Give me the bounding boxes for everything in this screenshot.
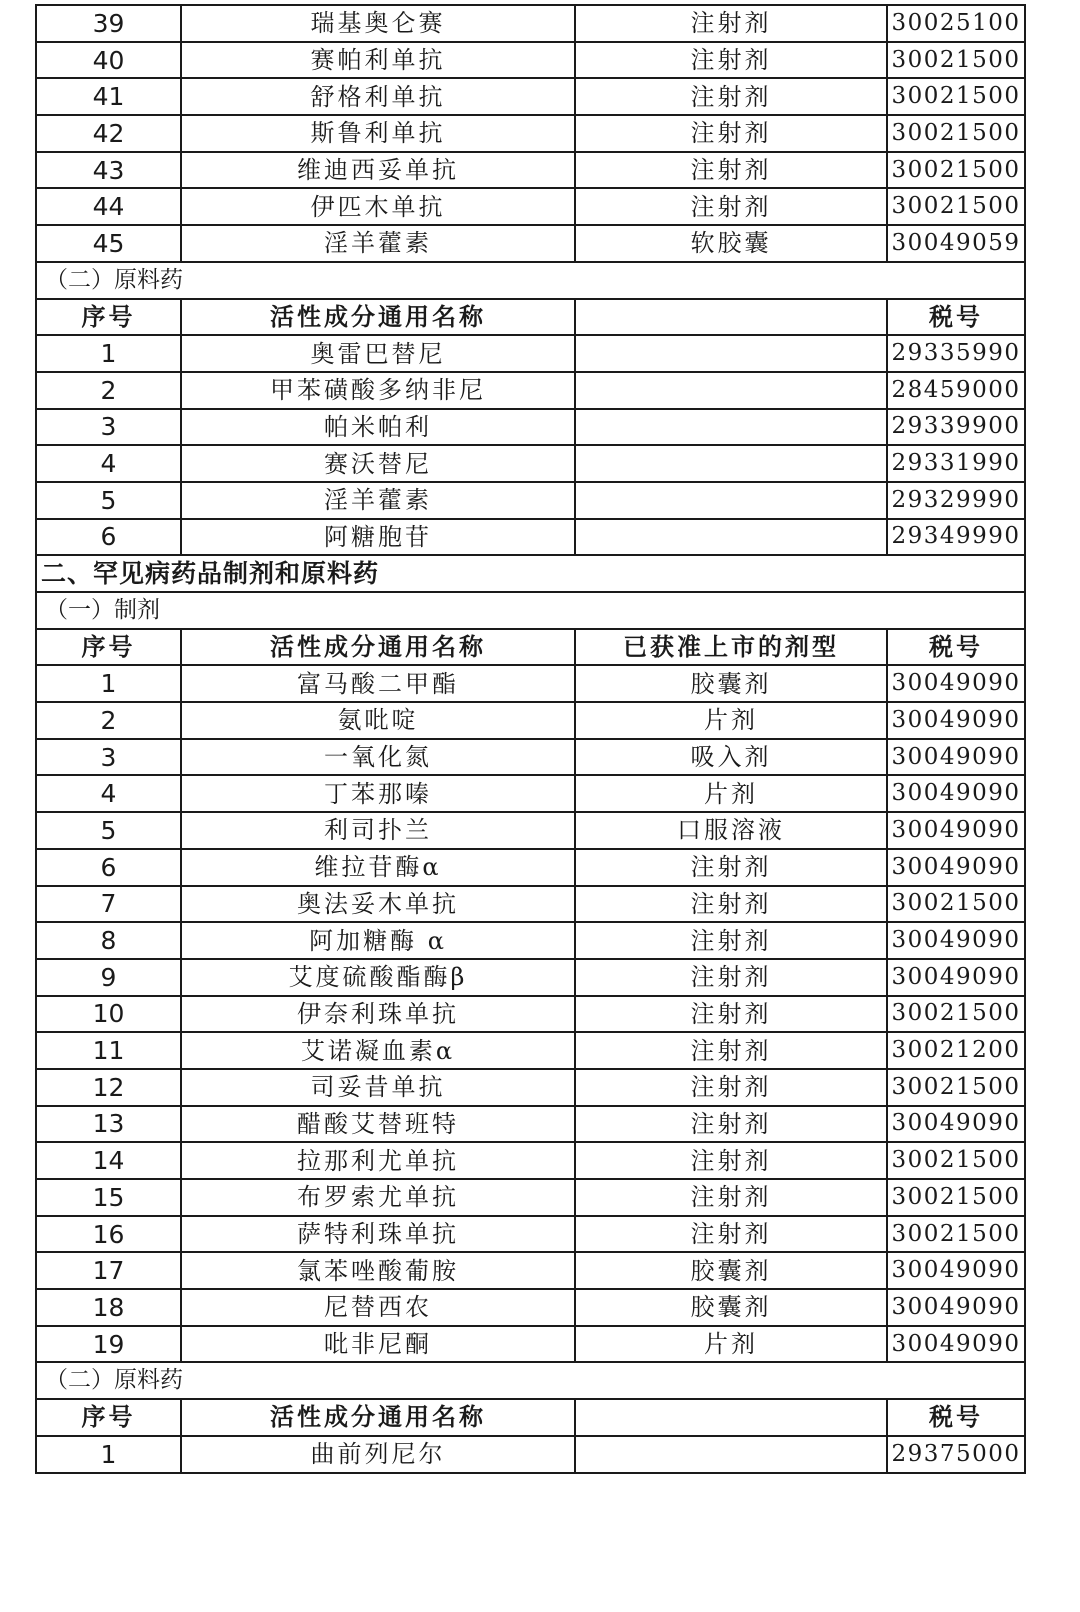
header-serial-number: 序号	[36, 629, 181, 666]
cell-serial-number: 16	[36, 1216, 181, 1253]
cell-tariff-code: 29339900	[887, 409, 1025, 446]
cell-serial-number: 45	[36, 225, 181, 262]
cell-tariff-code: 30021200	[887, 1032, 1025, 1069]
cell-serial-number: 3	[36, 409, 181, 446]
header-ingredient-name: 活性成分通用名称	[181, 1399, 575, 1436]
table-row	[36, 1252, 1025, 1289]
cell-ingredient-name: 吡非尼酮	[181, 1326, 575, 1363]
cell-ingredient-name: 帕米帕利	[181, 409, 575, 446]
cell-dosage-form: 口服溶液	[575, 812, 887, 849]
cell-ingredient-name: 舒格利单抗	[181, 78, 575, 115]
cell-dosage-form: 注射剂	[575, 1069, 887, 1106]
cell-tariff-code: 30021500	[887, 1142, 1025, 1179]
table-header-row	[36, 629, 1025, 666]
cell-serial-number: 8	[36, 922, 181, 959]
cell-tariff-code: 30049090	[887, 739, 1025, 776]
cell-dosage-form	[575, 482, 887, 519]
table-row	[36, 445, 1025, 482]
cell-serial-number: 5	[36, 812, 181, 849]
cell-ingredient-name: 一氧化氮	[181, 739, 575, 776]
cell-serial-number: 41	[36, 78, 181, 115]
cell-dosage-form	[575, 445, 887, 482]
cell-dosage-form: 注射剂	[575, 849, 887, 886]
cell-tariff-code: 29349990	[887, 519, 1025, 556]
table-row	[36, 1326, 1025, 1363]
cell-ingredient-name: 赛沃替尼	[181, 445, 575, 482]
table-row	[36, 1179, 1025, 1216]
cell-ingredient-name: 氯苯唑酸葡胺	[181, 1252, 575, 1289]
table-row	[36, 152, 1025, 189]
cell-dosage-form: 胶囊剂	[575, 1252, 887, 1289]
cell-ingredient-name: 维拉苷酶α	[181, 849, 575, 886]
cell-ingredient-name: 淫羊藿素	[181, 482, 575, 519]
cell-tariff-code: 30049059	[887, 225, 1025, 262]
table-row	[36, 1032, 1025, 1069]
subsection-heading: （二）原料药	[36, 262, 1025, 299]
cell-dosage-form: 片剂	[575, 1326, 887, 1363]
cell-dosage-form: 注射剂	[575, 922, 887, 959]
cell-serial-number: 18	[36, 1289, 181, 1326]
cell-ingredient-name: 伊奈利珠单抗	[181, 996, 575, 1033]
cell-dosage-form: 胶囊剂	[575, 665, 887, 702]
cell-dosage-form: 注射剂	[575, 78, 887, 115]
table-row	[36, 372, 1025, 409]
table-row	[36, 1069, 1025, 1106]
header-ingredient-name: 活性成分通用名称	[181, 299, 575, 336]
cell-serial-number: 4	[36, 775, 181, 812]
cell-dosage-form: 吸入剂	[575, 739, 887, 776]
cell-tariff-code: 30049090	[887, 849, 1025, 886]
cell-tariff-code: 30021500	[887, 1069, 1025, 1106]
cell-tariff-code: 30021500	[887, 78, 1025, 115]
cell-serial-number: 10	[36, 996, 181, 1033]
cell-tariff-code: 30021500	[887, 886, 1025, 923]
cell-dosage-form: 注射剂	[575, 1032, 887, 1069]
cell-serial-number: 2	[36, 702, 181, 739]
cell-ingredient-name: 淫羊藿素	[181, 225, 575, 262]
cell-ingredient-name: 艾度硫酸酯酶β	[181, 959, 575, 996]
table-row	[36, 519, 1025, 556]
table-row	[36, 482, 1025, 519]
section-heading-row	[36, 555, 1025, 592]
cell-tariff-code: 29335990	[887, 335, 1025, 372]
cell-tariff-code: 30049090	[887, 1106, 1025, 1143]
cell-dosage-form: 注射剂	[575, 1179, 887, 1216]
table-row	[36, 665, 1025, 702]
cell-serial-number: 19	[36, 1326, 181, 1363]
cell-tariff-code: 30049090	[887, 1252, 1025, 1289]
cell-ingredient-name: 甲苯磺酸多纳非尼	[181, 372, 575, 409]
cell-ingredient-name: 奥法妥木单抗	[181, 886, 575, 923]
table-row	[36, 849, 1025, 886]
cell-ingredient-name: 赛帕利单抗	[181, 42, 575, 79]
cell-serial-number: 12	[36, 1069, 181, 1106]
cell-tariff-code: 28459000	[887, 372, 1025, 409]
cell-tariff-code: 30021500	[887, 1216, 1025, 1253]
table-header-row	[36, 1399, 1025, 1436]
table-row	[36, 188, 1025, 225]
table-row	[36, 1142, 1025, 1179]
table-row	[36, 225, 1025, 262]
cell-dosage-form: 片剂	[575, 702, 887, 739]
subsection-heading-row	[36, 1362, 1025, 1399]
subsection-heading: （二）原料药	[36, 1362, 1025, 1399]
cell-serial-number: 1	[36, 665, 181, 702]
cell-tariff-code: 30049090	[887, 1289, 1025, 1326]
cell-ingredient-name: 维迪西妥单抗	[181, 152, 575, 189]
cell-serial-number: 13	[36, 1106, 181, 1143]
cell-ingredient-name: 曲前列尼尔	[181, 1436, 575, 1473]
header-serial-number: 序号	[36, 299, 181, 336]
cell-serial-number: 40	[36, 42, 181, 79]
subsection-heading-row	[36, 262, 1025, 299]
header-tariff-code: 税号	[887, 629, 1025, 666]
cell-dosage-form: 注射剂	[575, 188, 887, 225]
cell-ingredient-name: 富马酸二甲酯	[181, 665, 575, 702]
cell-tariff-code: 30049090	[887, 775, 1025, 812]
cell-tariff-code: 29329990	[887, 482, 1025, 519]
cell-serial-number: 17	[36, 1252, 181, 1289]
cell-serial-number: 43	[36, 152, 181, 189]
table-row	[36, 1216, 1025, 1253]
table-row	[36, 702, 1025, 739]
table-row	[36, 886, 1025, 923]
table-header-row	[36, 299, 1025, 336]
cell-serial-number: 1	[36, 335, 181, 372]
cell-serial-number: 1	[36, 1436, 181, 1473]
cell-dosage-form	[575, 1436, 887, 1473]
cell-ingredient-name: 丁苯那嗪	[181, 775, 575, 812]
cell-tariff-code: 30049090	[887, 959, 1025, 996]
cell-dosage-form: 注射剂	[575, 115, 887, 152]
cell-dosage-form: 注射剂	[575, 42, 887, 79]
table-row	[36, 335, 1025, 372]
cell-ingredient-name: 拉那利尤单抗	[181, 1142, 575, 1179]
cell-serial-number: 7	[36, 886, 181, 923]
cell-serial-number: 4	[36, 445, 181, 482]
cell-serial-number: 39	[36, 5, 181, 42]
cell-serial-number: 3	[36, 739, 181, 776]
table-row	[36, 775, 1025, 812]
cell-serial-number: 2	[36, 372, 181, 409]
section-heading: 二、罕见病药品制剂和原料药	[36, 555, 1025, 592]
table-body	[36, 5, 1025, 1473]
cell-ingredient-name: 瑞基奥仑赛	[181, 5, 575, 42]
cell-tariff-code: 30049090	[887, 665, 1025, 702]
cell-dosage-form: 软胶囊	[575, 225, 887, 262]
cell-serial-number: 9	[36, 959, 181, 996]
cell-tariff-code: 30021500	[887, 996, 1025, 1033]
subsection-heading: （一）制剂	[36, 592, 1025, 629]
cell-ingredient-name: 阿糖胞苷	[181, 519, 575, 556]
cell-dosage-form: 注射剂	[575, 152, 887, 189]
cell-dosage-form: 注射剂	[575, 1142, 887, 1179]
cell-tariff-code: 30021500	[887, 152, 1025, 189]
cell-ingredient-name: 尼替西农	[181, 1289, 575, 1326]
table-row	[36, 996, 1025, 1033]
cell-dosage-form	[575, 519, 887, 556]
table-row	[36, 42, 1025, 79]
header-dosage-form	[575, 1399, 887, 1436]
header-tariff-code: 税号	[887, 299, 1025, 336]
cell-dosage-form: 注射剂	[575, 996, 887, 1033]
table-row	[36, 78, 1025, 115]
cell-serial-number: 42	[36, 115, 181, 152]
cell-tariff-code: 29375000	[887, 1436, 1025, 1473]
cell-tariff-code: 29331990	[887, 445, 1025, 482]
cell-serial-number: 11	[36, 1032, 181, 1069]
header-ingredient-name: 活性成分通用名称	[181, 629, 575, 666]
cell-dosage-form: 胶囊剂	[575, 1289, 887, 1326]
cell-tariff-code: 30049090	[887, 812, 1025, 849]
table-row	[36, 812, 1025, 849]
cell-dosage-form	[575, 372, 887, 409]
table-row	[36, 1106, 1025, 1143]
header-serial-number: 序号	[36, 1399, 181, 1436]
cell-tariff-code: 30021500	[887, 1179, 1025, 1216]
cell-dosage-form: 注射剂	[575, 959, 887, 996]
cell-dosage-form: 片剂	[575, 775, 887, 812]
cell-dosage-form: 注射剂	[575, 5, 887, 42]
cell-ingredient-name: 萨特利珠单抗	[181, 1216, 575, 1253]
cell-ingredient-name: 艾诺凝血素α	[181, 1032, 575, 1069]
table-row	[36, 409, 1025, 446]
cell-tariff-code: 30025100	[887, 5, 1025, 42]
header-dosage-form: 已获准上市的剂型	[575, 629, 887, 666]
cell-serial-number: 14	[36, 1142, 181, 1179]
cell-tariff-code: 30021500	[887, 188, 1025, 225]
subsection-heading-row	[36, 592, 1025, 629]
cell-ingredient-name: 伊匹木单抗	[181, 188, 575, 225]
cell-tariff-code: 30049090	[887, 702, 1025, 739]
cell-dosage-form: 注射剂	[575, 886, 887, 923]
cell-ingredient-name: 氨吡啶	[181, 702, 575, 739]
cell-ingredient-name: 司妥昔单抗	[181, 1069, 575, 1106]
cell-ingredient-name: 奥雷巴替尼	[181, 335, 575, 372]
cell-serial-number: 15	[36, 1179, 181, 1216]
cell-tariff-code: 30021500	[887, 42, 1025, 79]
cell-dosage-form	[575, 335, 887, 372]
table-row	[36, 1289, 1025, 1326]
header-tariff-code: 税号	[887, 1399, 1025, 1436]
table-row	[36, 1436, 1025, 1473]
table-row	[36, 5, 1025, 42]
table-row	[36, 959, 1025, 996]
cell-ingredient-name: 布罗索尤单抗	[181, 1179, 575, 1216]
cell-dosage-form: 注射剂	[575, 1216, 887, 1253]
cell-tariff-code: 30049090	[887, 922, 1025, 959]
cell-dosage-form	[575, 409, 887, 446]
header-dosage-form	[575, 299, 887, 336]
cell-serial-number: 5	[36, 482, 181, 519]
table-row	[36, 115, 1025, 152]
cell-ingredient-name: 斯鲁利单抗	[181, 115, 575, 152]
cell-serial-number: 6	[36, 849, 181, 886]
cell-ingredient-name: 醋酸艾替班特	[181, 1106, 575, 1143]
cell-dosage-form: 注射剂	[575, 1106, 887, 1143]
table-row	[36, 739, 1025, 776]
cell-ingredient-name: 利司扑兰	[181, 812, 575, 849]
cell-ingredient-name: 阿加糖酶 α	[181, 922, 575, 959]
cell-serial-number: 44	[36, 188, 181, 225]
cell-tariff-code: 30021500	[887, 115, 1025, 152]
table-row	[36, 922, 1025, 959]
cell-serial-number: 6	[36, 519, 181, 556]
cell-tariff-code: 30049090	[887, 1326, 1025, 1363]
drug-tariff-table	[35, 4, 1026, 1474]
